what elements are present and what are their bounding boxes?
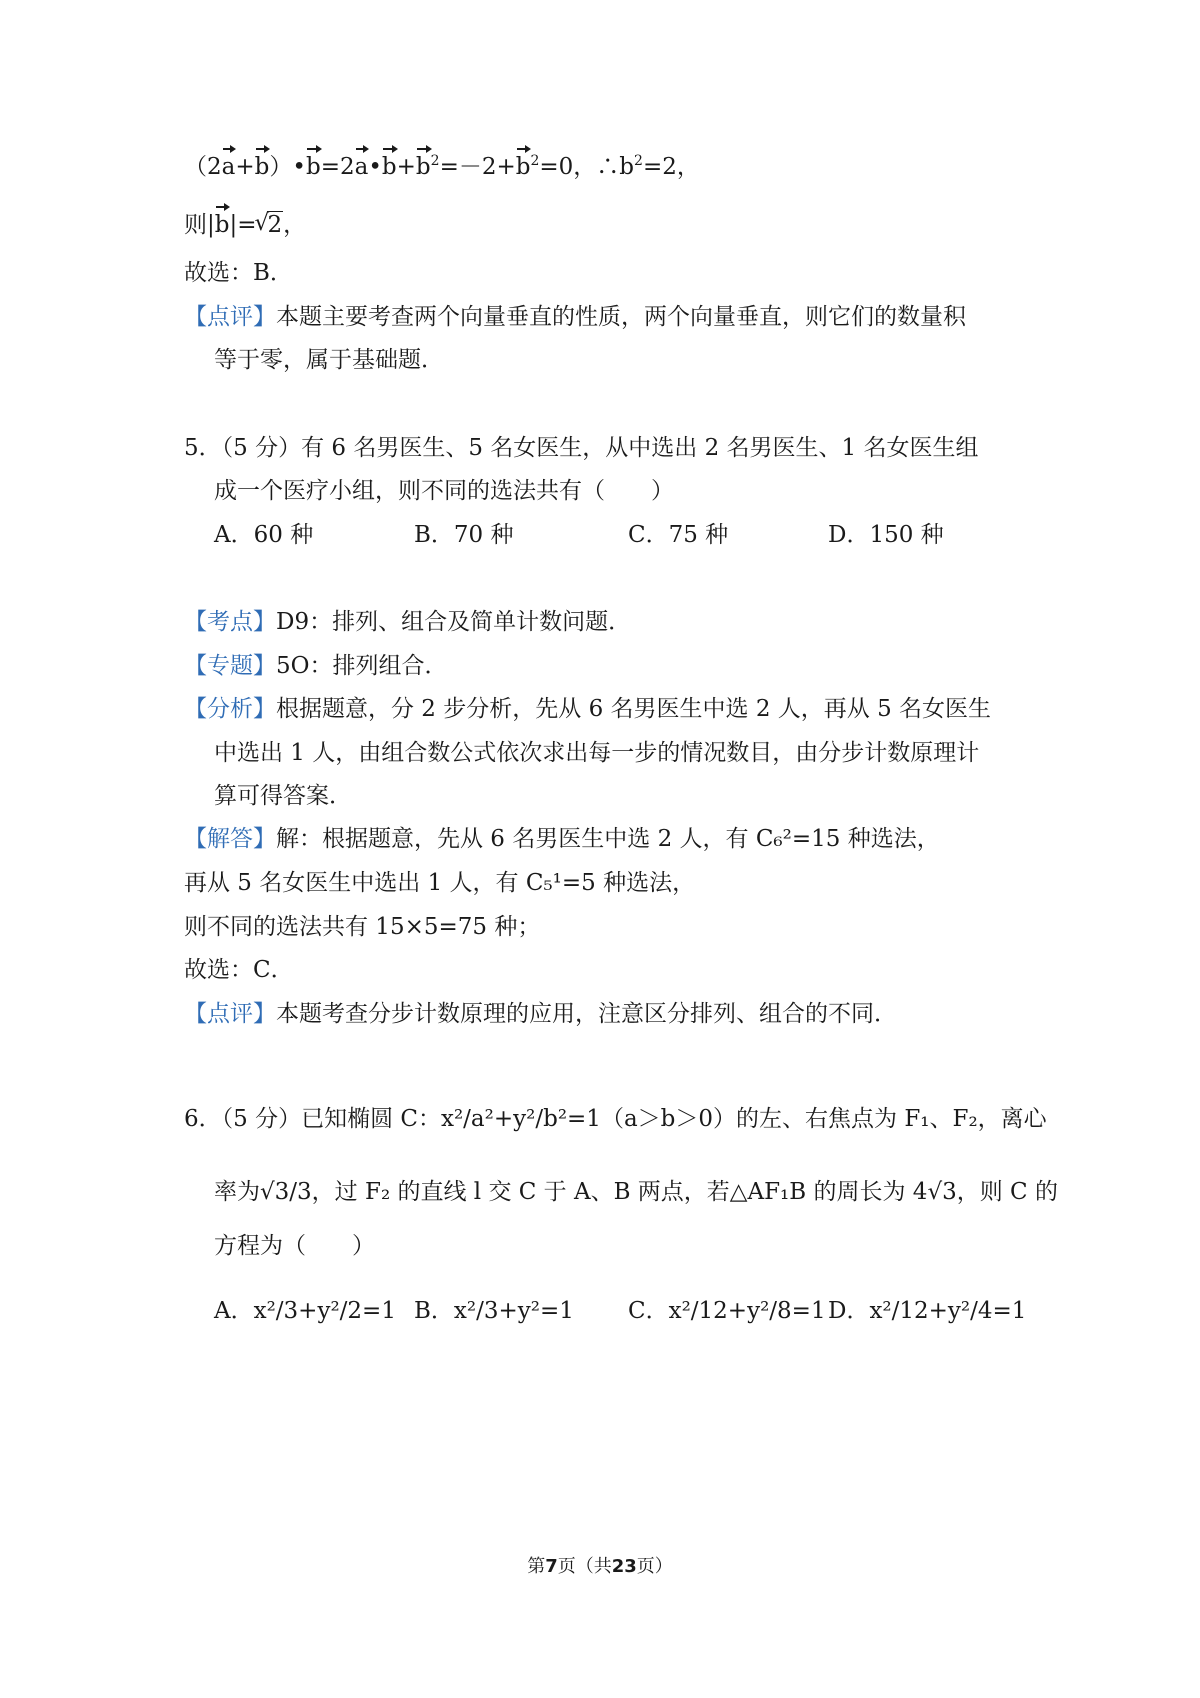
q6-stem-line2: 率为√3/3，过 F₂ 的直线 l 交 C 于 A、B 两点，若△AF₁B 的周长为 4√3，则 C 的 bbox=[214, 1179, 1058, 1205]
comment-tag: 【点评】 bbox=[184, 304, 276, 330]
kaodian-tag: 【考点】 bbox=[184, 609, 276, 635]
equation-line-1: $(2a+b)•b=2a•b+b^2=-2+b^2=0$，$\therefore b^2=2$， bbox=[184, 146, 700, 184]
page-number: 7 bbox=[545, 1556, 558, 1577]
q5-zhuanti: 【专题】5O：排列组合． bbox=[184, 653, 448, 679]
q5-option-b: B．70 种 bbox=[414, 522, 514, 548]
q6-option-b: B．x²/3+y²=1 bbox=[414, 1298, 574, 1324]
comment-prev-line2: 等于零，属于基础题． bbox=[214, 347, 444, 373]
total-pages: 23 bbox=[611, 1556, 637, 1577]
q6-option-a: A．x²/3+y²/2=1 bbox=[214, 1298, 396, 1324]
q5-fenxi: 【分析】根据题意，分 2 步分析，先从 6 名男医生中选 2 人，再从 5 名女医生 bbox=[184, 696, 992, 722]
q5-fenxi-line3: 算可得答案． bbox=[214, 783, 352, 809]
answer-prev: 故选：B． bbox=[184, 260, 293, 286]
q5-answer: 故选：C． bbox=[184, 957, 294, 983]
q5-kaodian: 【考点】D9：排列、组合及简单计数问题． bbox=[184, 609, 632, 635]
q5-jieda-line3: 则不同的选法共有 15×5=75 种； bbox=[184, 914, 541, 940]
dianping-tag: 【点评】 bbox=[184, 1001, 276, 1027]
q6-option-c: C．x²/12+y²/8=1 bbox=[628, 1298, 826, 1324]
q6-stem-line3: 方程为（ ） bbox=[214, 1233, 375, 1259]
page-footer: 第7页（共23页） bbox=[527, 1556, 673, 1577]
q5-option-a: A．60 种 bbox=[214, 522, 314, 548]
q5-option-c: C．75 种 bbox=[628, 522, 729, 548]
equation-line-2: 则|b|=√ 2， bbox=[184, 204, 306, 242]
q5-jieda: 【解答】解：根据题意，先从 6 名男医生中选 2 人，有 C₆²=15 种选法， bbox=[184, 826, 940, 852]
fenxi-tag: 【分析】 bbox=[184, 696, 276, 722]
q5-jieda-line2: 再从 5 名女医生中选出 1 人，有 C₅¹=5 种选法， bbox=[184, 870, 696, 896]
jieda-tag: 【解答】 bbox=[184, 826, 276, 852]
q5-fenxi-line2: 中选出 1 人，由组合数公式依次求出每一步的情况数目，由分步计数原理计 bbox=[214, 740, 980, 766]
q5-stem-line2: 成一个医疗小组，则不同的选法共有（ ） bbox=[214, 478, 674, 504]
q5-stem-line1: 5．（5 分）有 6 名男医生、5 名女医生，从中选出 2 名男医生、1 名女医生组 bbox=[184, 435, 979, 461]
q6-option-d: D．x²/12+y²/4=1 bbox=[828, 1298, 1027, 1324]
q5-option-d: D．150 种 bbox=[828, 522, 944, 548]
comment-prev: 【点评】本题主要考查两个向量垂直的性质，两个向量垂直，则它们的数量积 bbox=[184, 304, 966, 330]
q6-stem-line1: 6．（5 分）已知椭圆 C：x²/a²+y²/b²=1（a＞b＞0）的左、右焦点为 F₁、F₂，离心 bbox=[184, 1106, 1047, 1132]
q5-dianping: 【点评】本题考查分步计数原理的应用，注意区分排列、组合的不同． bbox=[184, 1001, 897, 1027]
zhuanti-tag: 【专题】 bbox=[184, 653, 276, 679]
